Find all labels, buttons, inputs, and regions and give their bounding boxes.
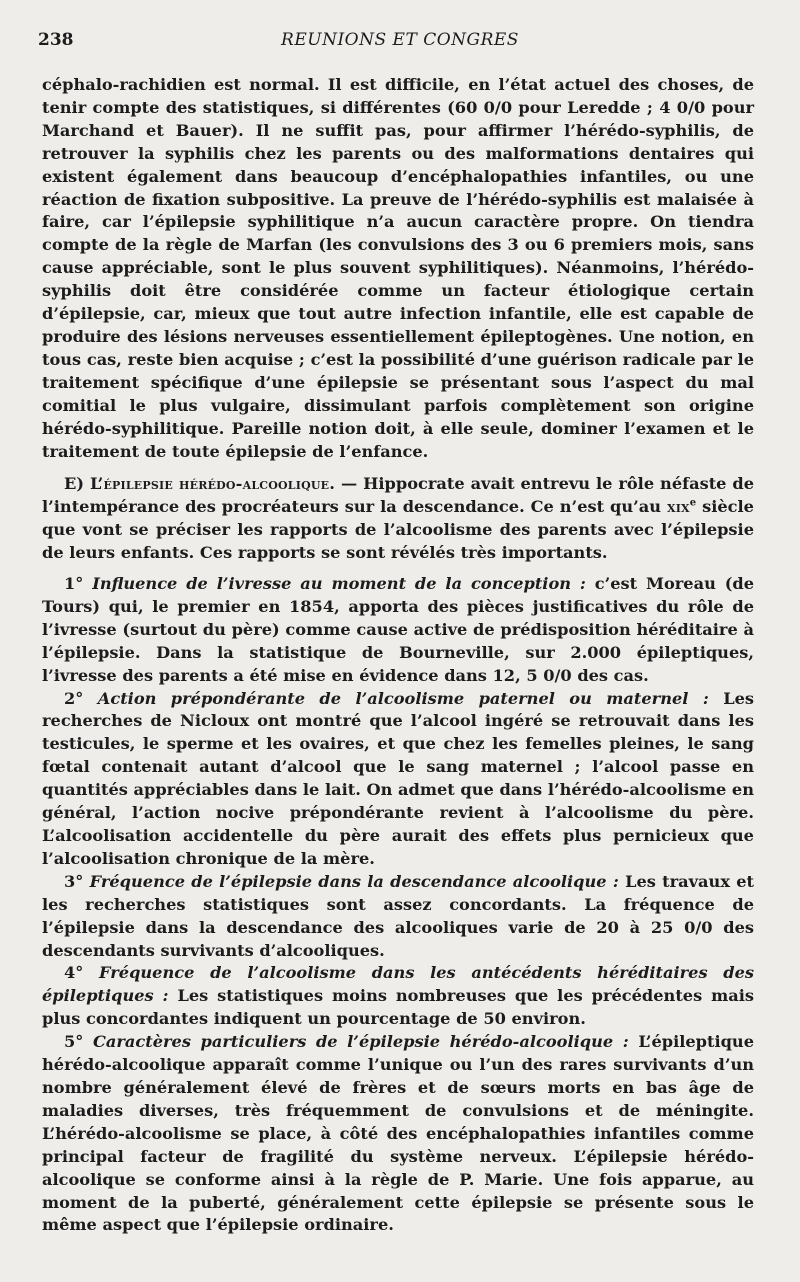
point-number: 1° <box>64 574 84 594</box>
page-header <box>38 30 762 56</box>
point-text: L’épileptique hérédo-alcoolique apparaît comme l’unique ou l’un des rares survivants d’un nombre généralement élevé de frères et de sœurs morts en bas âge de maladies diverses, très fréquemment de convulsions et de méningite. L’hérédo-alcoolisme se place, à côté des encéphalopathies infantiles comme principal facteur de fragilité du système nerveux. L’épilepsie hérédo-alcoolique se conforme ainsi à la règle de P. Marie. Une fois apparue, au moment de la puberté, généralement cette épilepsie se présente sous le même aspect que l’épilepsie ordinaire. <box>42 1032 754 1235</box>
century-numeral: xix <box>666 497 690 517</box>
point-number: 3° <box>64 871 84 891</box>
point-title: Caractères particuliers de l’épilepsie hérédo-alcoolique : <box>92 1032 629 1052</box>
point-2 <box>42 688 754 871</box>
running-title: REUNIONS ET CONGRES <box>281 30 519 50</box>
point-number: 5° <box>64 1032 84 1052</box>
section-label: E) <box>64 474 84 494</box>
point-text: Les statistiques moins nombreuses que les précédentes mais plus concordantes indiquent un pourcentage de 50 environ. <box>42 986 754 1029</box>
point-text: Les travaux et les recherches statistiques sont assez concordants. La fréquence de l’épilepsie dans la descendance des alcooliques varie de 20 à 25 0/0 des descendants survivants d’alcooliques. <box>42 871 755 960</box>
point-5 <box>42 1031 754 1237</box>
page-number: 238 <box>38 30 74 50</box>
point-title: Action prépondérante de l’alcoolisme paternel ou maternel : <box>97 688 709 708</box>
point-text: c’est Moreau (de Tours) qui, le premier en 1854, apporta des pièces justificatives du rôle de l’ivresse (surtout du père) comme cause active de prédisposition héréditaire à l’épilepsie. Dans la statistique de Bourneville, sur 2.000 épileptiques, l’ivresse des parents a été mise en évidence dans 12, 5 0/0 des cas. <box>42 574 754 685</box>
point-title: Fréquence de l’alcoolisme dans les antécédents héréditaires des épileptiques : <box>42 963 755 1006</box>
point-3 <box>42 871 754 963</box>
section-text-continued: siècle que vont se préciser les rapports de l’alcoolisme des parents avec l’épilepsie de leurs enfants. Ces rapports se sont révélés très importants. <box>42 497 754 563</box>
point-4 <box>42 962 754 1031</box>
paragraph-continuation: céphalo-rachidien est normal. Il est difficile, en l’état actuel des choses, de tenir compte des statistiques, si différentes (60 0/0 pour Leredde ; 4 0/0 pour Marchand et Bauer). Il ne suffit pas, pour affirmer l’hérédo-syphilis, de retrouver la syphilis chez les parents ou des malformations dentaires qui existent également dans beaucoup d’encéphalopathies infantiles, ou une réaction de fixation subpositive. La preuve de l’hérédo-syphilis est malaisée à faire, car l’épilepsie syphilitique n’a aucun caractère propre. On tiendra compte de la règle de Marfan (les convulsions des 3 ou 6 premiers mois, sans cause appréciable, sont le plus souvent syphilitiques). Néanmoins, l’hérédo-syphilis doit être considérée comme un facteur étiologique certain d’épilepsie, car, mieux que tout autre infection infantile, elle est capable de produire des lésions nerveuses essentiellement épileptogènes. Une notion, en tous cas, reste bien acquise ; c’est la possibilité d’une guérison radicale par le traitement spécifique d’une épilepsie se présentant sous l’aspect du mal comitial le plus vulgaire, dissimulant parfois complètement son origine hérédo-syphilitique. Pareille notion doit, à elle seule, dominer l’examen et le traitement de toute épilepsie de l’enfance. <box>42 75 754 461</box>
century-suffix: e <box>689 497 697 509</box>
section-e-intro <box>42 473 754 565</box>
point-text: Les recherches de Nicloux ont montré que l’alcool ingéré se retrouvait dans les testicules, le sperme et les ovaires, et que chez les femelles pleines, le sang fœtal contenait autant d’alcool que le sang maternel ; l’alcool passe en quantités appréciables dans le lait. On admet que dans l’hérédo-alcoolisme en général, l’action nocive prépondérante revient à l’alcoolisme du père. L’alcoolisation accidentelle du père aurait des effets plus pernicieux que l’alcoolisation chronique de la mère. <box>42 688 755 868</box>
point-title: Fréquence de l’épilepsie dans la descendance alcoolique : <box>89 871 619 891</box>
section-text: — Hippocrate avait entrevu le rôle néfaste de l’intempérance des procréateurs sur la descendance. Ce n’est qu’au <box>42 474 755 517</box>
point-title: Influence de l’ivresse au moment de la conception : <box>92 574 586 594</box>
body-text <box>42 74 754 1237</box>
point-number: 2° <box>64 688 84 708</box>
point-number: 4° <box>64 963 84 983</box>
section-heading: L’épilepsie hérédo-alcoolique. <box>89 474 336 494</box>
point-1 <box>42 573 754 688</box>
